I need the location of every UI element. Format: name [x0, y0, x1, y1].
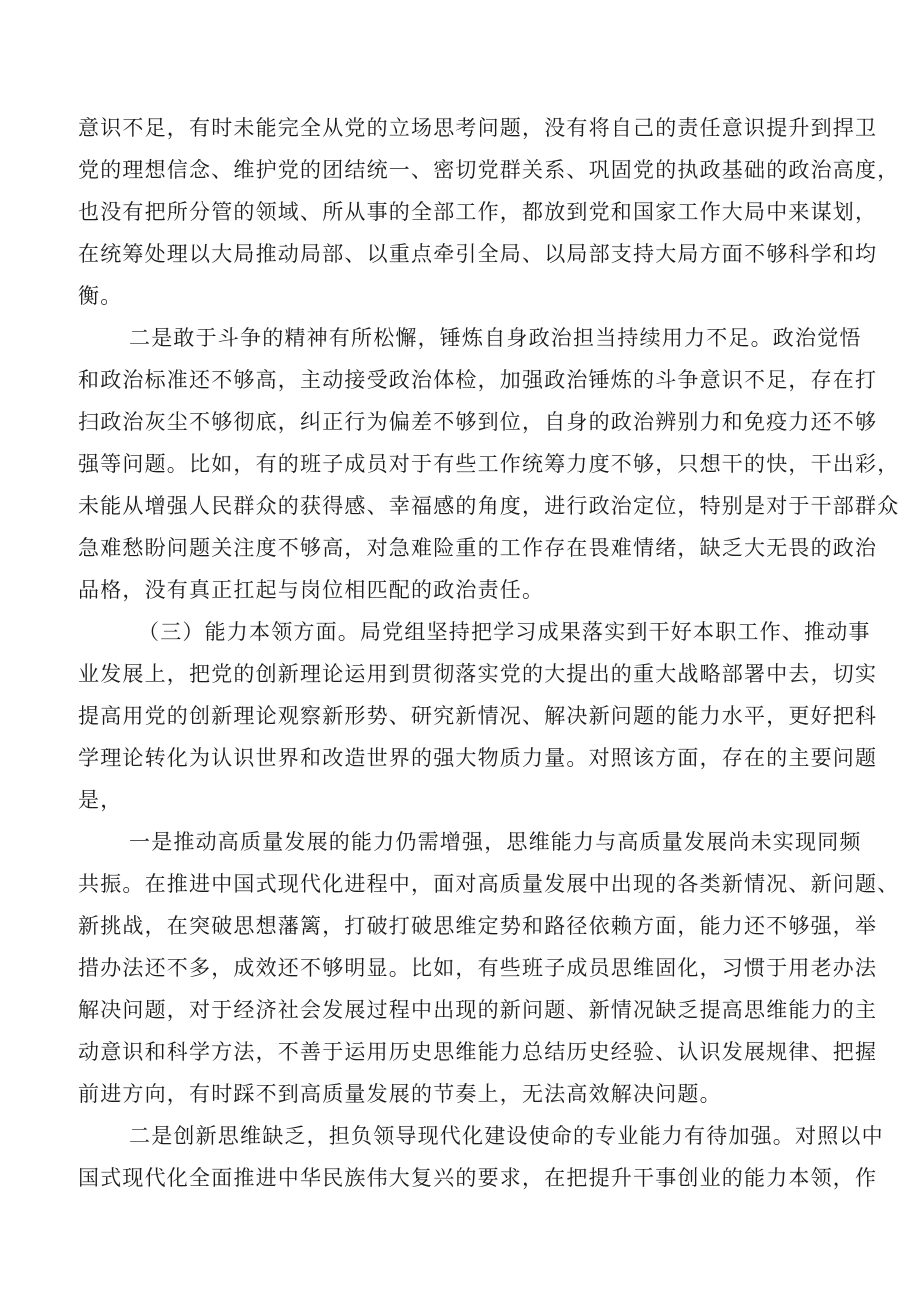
paragraph-5-line-1: 二是创新思维缺乏，担负领导现代化建设使命的专业能力有待加强。对照以中: [129, 1124, 884, 1148]
paragraph-2-line-2: 和政治标准还不够高，主动接受政治体检，加强政治锤炼的斗争意识不足，存在打: [78, 368, 878, 392]
paragraph-2-line-5: 未能从增强人民群众的获得感、幸福感的角度，进行政治定位，特别是对于干部群众: [78, 494, 900, 518]
paragraph-2-line-3: 扫政治灰尘不够彻底，纠正行为偏差不够到位，自身的政治辨别力和免疫力还不够: [78, 410, 878, 434]
paragraph-1-line-3: 也没有把所分管的领域、所从事的全部工作，都放到党和国家工作大局中来谋划，: [78, 200, 878, 224]
paragraph-4-line-3: 新挑战，在突破思想藩篱，打破打破思维定势和路径依赖方面，能力还不够强，举: [78, 914, 878, 938]
paragraph-3-line-5: 是，: [78, 788, 123, 812]
paragraph-1-line-2: 党的理想信念、维护党的团结统一、密切党群关系、巩固党的执政基础的政治高度，: [78, 158, 900, 182]
paragraph-2-line-1: 二是敢于斗争的精神有所松懈，锤炼自身政治担当持续用力不足。政治觉悟: [129, 326, 862, 350]
paragraph-4-line-2: 共振。在推进中国式现代化进程中，面对高质量发展中出现的各类新情况、新问题、: [78, 872, 900, 896]
paragraph-1-line-4: 在统筹处理以大局推动局部、以重点牵引全局、以局部支持大局方面不够科学和均: [78, 242, 878, 266]
paragraph-3-line-3: 提高用党的创新理论观察新形势、研究新情况、解决新问题的能力水平，更好把科: [78, 704, 878, 728]
paragraph-3-line-2: 业发展上，把党的创新理论运用到贯彻落实党的大提出的重大战略部署中去，切实: [78, 662, 878, 686]
paragraph-4-line-7: 前进方向，有时踩不到高质量发展的节奏上，无法高效解决问题。: [78, 1082, 722, 1106]
paragraph-3-line-1: （三）能力本领方面。局党组坚持把学习成果落实到干好本职工作、推动事: [138, 620, 871, 644]
paragraph-4-line-6: 动意识和科学方法，不善于运用历史思维能力总结历史经验、认识发展规律、把握: [78, 1040, 878, 1064]
paragraph-4-line-1: 一是推动高质量发展的能力仍需增强，思维能力与高质量发展尚未实现同频: [129, 830, 862, 854]
paragraph-2-line-6: 急难愁盼问题关注度不够高，对急难险重的工作存在畏难情绪，缺乏大无畏的政治: [78, 536, 878, 560]
paragraph-1-line-1: 意识不足，有时未能完全从党的立场思考问题，没有将自己的责任意识提升到捍卫: [78, 116, 878, 140]
paragraph-1-line-5: 衡。: [78, 284, 123, 308]
paragraph-4-line-5: 解决问题，对于经济社会发展过程中出现的新问题、新情况缺乏提高思维能力的主: [78, 998, 878, 1022]
paragraph-4-line-4: 措办法还不多，成效还不够明显。比如，有些班子成员思维固化，习惯于用老办法: [78, 956, 878, 980]
paragraph-2-line-4: 强等问题。比如，有的班子成员对于有些工作统筹力度不够，只想干的快，干出彩，: [78, 452, 900, 476]
paragraph-2-line-7: 品格，没有真正扛起与岗位相匹配的政治责任。: [78, 578, 545, 602]
paragraph-5-line-2: 国式现代化全面推进中华民族伟大复兴的要求，在把提升干事创业的能力本领，作: [78, 1166, 878, 1190]
paragraph-3-line-4: 学理论转化为认识世界和改造世界的强大物质力量。对照该方面，存在的主要问题: [78, 746, 878, 770]
